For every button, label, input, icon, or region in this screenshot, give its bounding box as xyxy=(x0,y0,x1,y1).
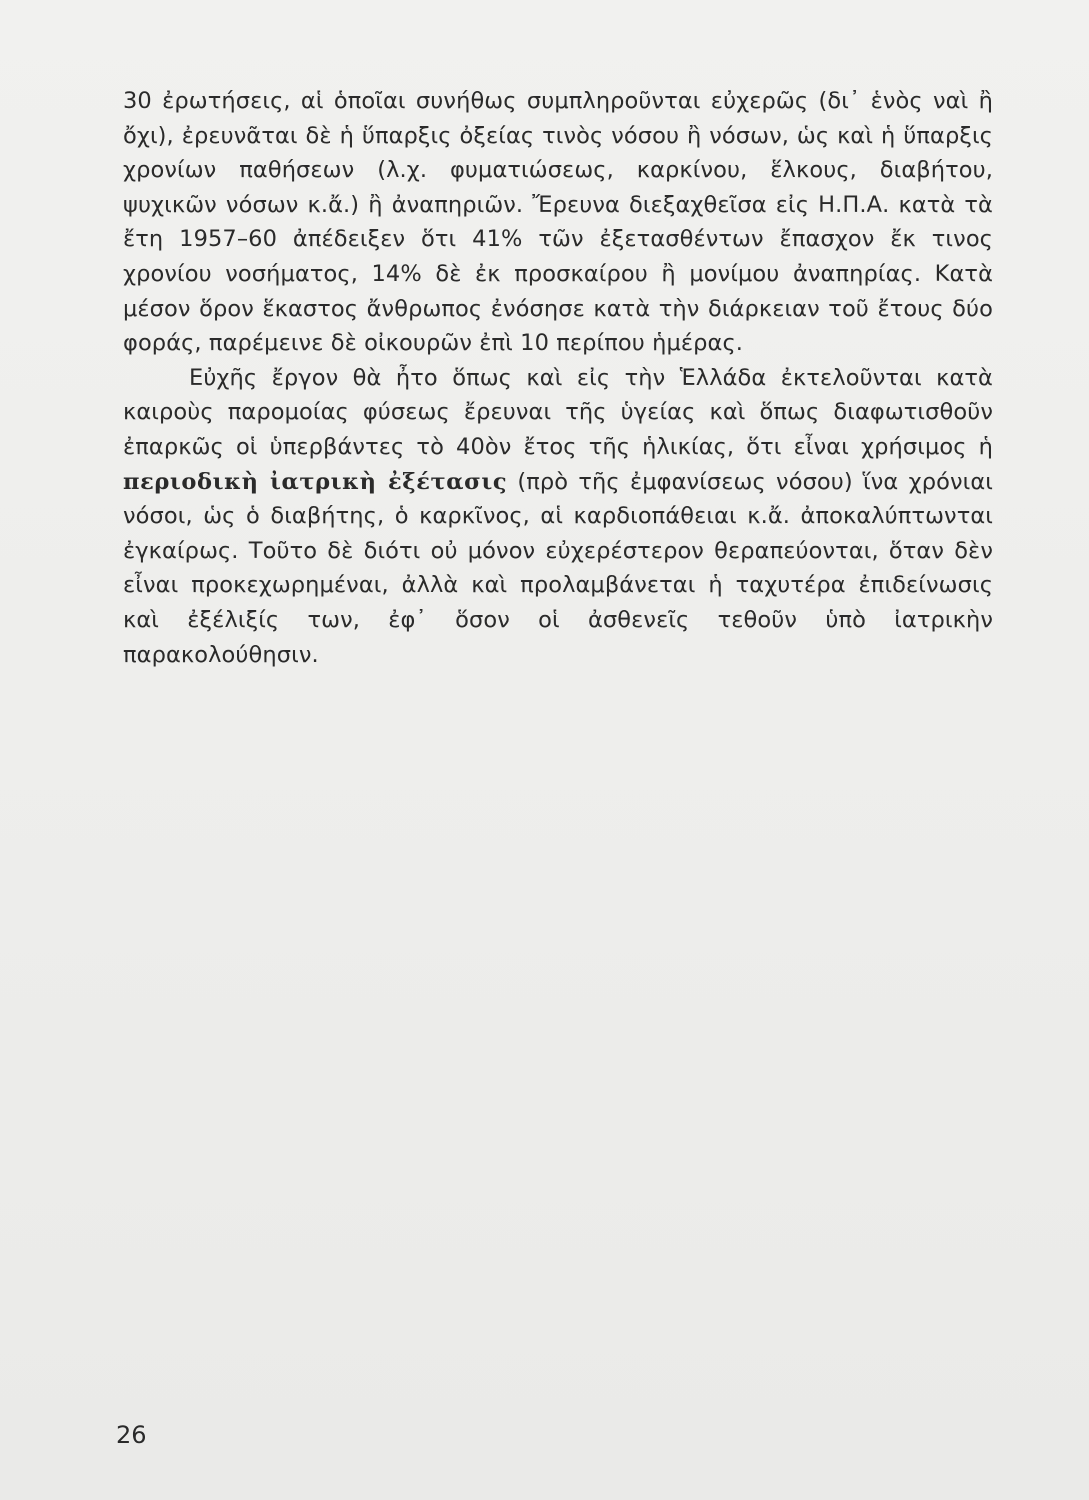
paragraph-2-after: (πρὸ τῆς ἐμφανίσεως νόσου) ἵνα χρόνιαι νόσοι, ὡς ὁ διαβήτης, ὁ καρκῖνος, αἱ καρδιοπάθειαι κ.ἄ. ἀποκαλύπτωνται ἐγκαίρως. Τοῦτο δὲ διότι οὐ μόνον εὐχερέστερον θεραπεύονται, ὅταν δὲν εἶναι προκεχωρημέναι, ἀλλὰ καὶ προλαμβάνεται ἡ ταχυτέρα ἐπιδείνωσις καὶ ἐξέλιξίς των, ἐφ᾽ ὅσον οἱ ἀσθενεῖς τεθοῦν ὑπὸ ἰατρικὴν παρακολούθησιν. xyxy=(123,468,993,668)
emphasized-term: περιοδικὴ ἰατρικὴ ἐξέτασις xyxy=(123,468,508,495)
paragraph-2-before: Εὐχῆς ἔργον θὰ ἦτο ὅπως καὶ εἰς τὴν Ἑλλάδα ἐκτελοῦνται κατὰ καιροὺς παρομοίας φύσεως ἔρευναι τῆς ὑγείας καὶ ὅπως διαφωτισθοῦν ἐπαρκῶς οἱ ὑπερβάντες τὸ 40ὸν ἔτος τῆς ἡλικίας, ὅτι εἶναι χρήσιμος ἡ xyxy=(123,364,993,460)
page-number: 26 xyxy=(116,1421,147,1449)
paragraph-2 xyxy=(123,361,993,672)
paragraph-1: 30 ἐρωτήσεις, αἱ ὁποῖαι συνήθως συμπληροῦνται εὐχερῶς (δι᾽ ἑνὸς ναὶ ἢ ὄχι), ἐρευνᾶται δὲ ἡ ὕπαρξις ὀξείας τινὸς νόσου ἢ νόσων, ὡς καὶ ἡ ὕπαρξις χρονίων παθήσεων (λ.χ. φυματιώσεως, καρκίνου, ἕλκους, διαβήτου, ψυχικῶν νόσων κ.ἄ.) ἢ ἀναπηριῶν. Ἔρευνα διεξαχθεῖσα εἰς Η.Π.Α. κατὰ τὰ ἔτη 1957–60 ἀπέδειξεν ὅτι 41% τῶν ἐξετασθέντων ἔπασχον ἔκ τινος χρονίου νοσήματος, 14% δὲ ἐκ προσκαίρου ἢ μονίμου ἀναπηρίας. Κατὰ μέσον ὅρον ἕκαστος ἄνθρωπος ἐνόσησε κατὰ τὴν διάρκειαν τοῦ ἔτους δύο φοράς, παρέμεινε δὲ οἰκουρῶν ἐπὶ 10 περίπου ἡμέρας. xyxy=(123,88,993,357)
body-text xyxy=(123,84,993,672)
